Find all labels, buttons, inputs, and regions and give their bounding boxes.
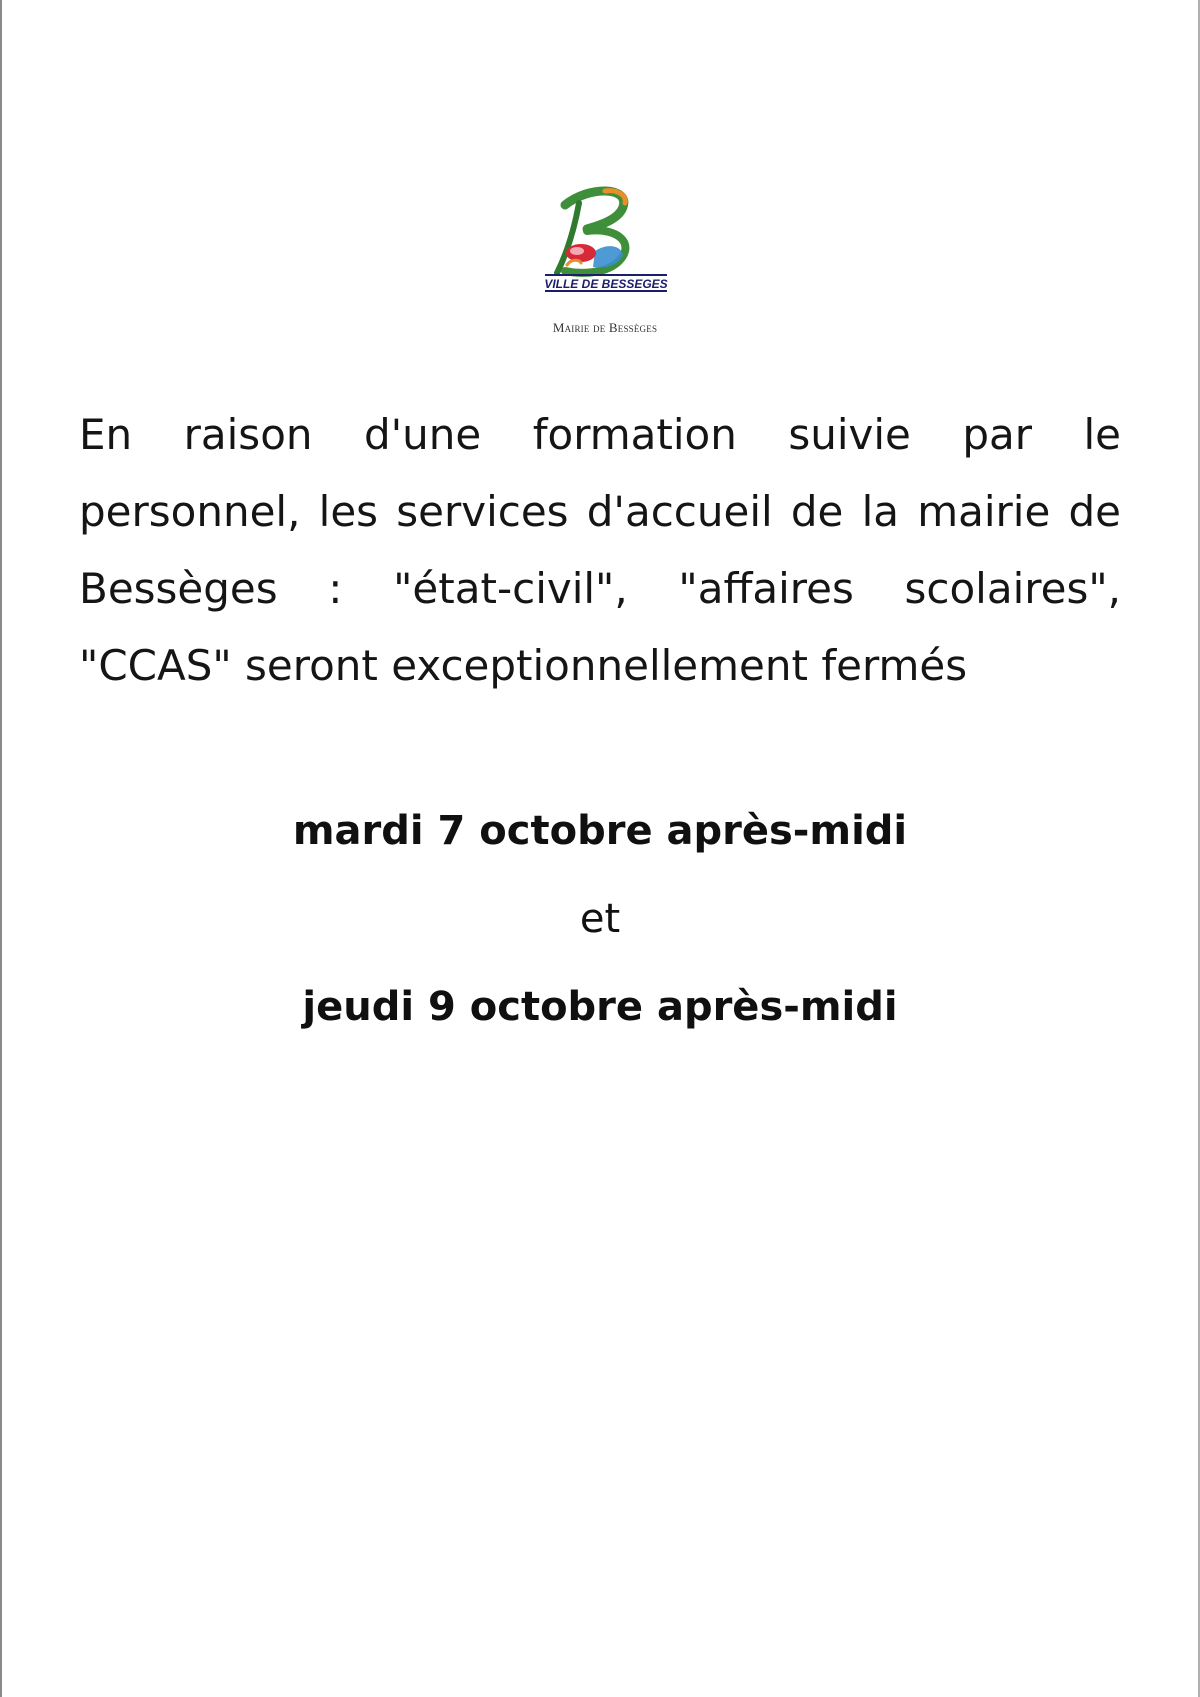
logo-banner-text: VILLE DE BESSEGES (544, 277, 668, 291)
notice-body: En raison d'une formation suivie par le personnel, les services d'accueil de la mairie de Bessèges : "état-civil", "affaires scolaires", "CCAS" seront exceptionnellement fermés (79, 410, 1121, 690)
town-logo (535, 185, 675, 340)
logo-caption: Mairie de Bessèges (552, 320, 658, 335)
closure-date-1: mardi 7 octobre après-midi (292, 808, 908, 854)
town-logo-emblem-icon (535, 185, 675, 295)
date-conjunction: et (579, 896, 621, 942)
closure-date-2: jeudi 9 octobre après-midi (302, 984, 898, 1030)
